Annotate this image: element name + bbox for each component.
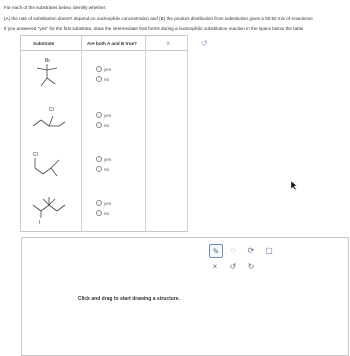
clear-icon[interactable]: × — [212, 261, 218, 271]
radio-no-1[interactable]: no — [96, 74, 111, 84]
radio-no-3[interactable]: no — [96, 164, 111, 174]
substrate-3-structure — [27, 148, 75, 182]
radio-button[interactable] — [96, 76, 102, 82]
radio-button[interactable] — [96, 200, 102, 206]
mouse-cursor-icon — [290, 177, 300, 195]
reset-icon[interactable]: ↺ — [201, 39, 208, 48]
eraser-icon[interactable]: ✎ — [209, 244, 223, 258]
header-divider — [21, 50, 187, 51]
radio-yes-3[interactable]: yes — [96, 154, 111, 164]
lasso-icon[interactable]: ◌ — [230, 245, 236, 255]
radio-button[interactable] — [96, 156, 102, 162]
substrate-3-label: Cl — [33, 152, 38, 158]
substrate-4-structure — [27, 191, 77, 227]
radio-button[interactable] — [96, 210, 102, 216]
substrate-2-structure — [27, 104, 75, 134]
instruction-line-1: For each of the substrates below, identify whether: — [4, 5, 107, 10]
drawing-canvas[interactable] — [21, 237, 349, 356]
radio-yes-1[interactable]: yes — [96, 64, 111, 74]
undo-icon[interactable]: ↺ — [229, 261, 237, 271]
row-1-options — [96, 64, 111, 84]
substrate-4-label: I — [39, 220, 41, 226]
column-divider — [145, 36, 146, 231]
radio-yes-2[interactable]: yes — [96, 110, 111, 120]
radio-button[interactable] — [96, 66, 102, 72]
clear-icon[interactable]: × — [166, 39, 171, 48]
radio-button[interactable] — [96, 166, 102, 172]
column-divider — [81, 36, 82, 231]
instruction-line-3: If you answered "yes" for the first substrate, draw the intermediate that forms during a nucleophilic substitution reaction in the space below the table. — [4, 26, 305, 31]
header-both-true: Are both A and B true? — [87, 41, 137, 46]
canvas-placeholder: Click and drag to start drawing a structure. — [78, 296, 180, 302]
row-3-options — [96, 154, 111, 174]
row-4-options — [96, 198, 111, 218]
radio-no-2[interactable]: no — [96, 120, 111, 130]
substrate-1-label: Br — [45, 58, 50, 64]
substrate-1-structure — [29, 56, 73, 92]
rotate-icon[interactable]: ⟳ — [247, 245, 255, 255]
column-divider — [187, 36, 188, 231]
instruction-line-2: (A) the rate of substitution doesn't depend on nucleophile concentration and (B) the product distribution from substitution gives a 50:50 mix of enantiome — [4, 16, 313, 21]
radio-button[interactable] — [96, 122, 102, 128]
substrate-table — [20, 35, 208, 232]
radio-button[interactable] — [96, 112, 102, 118]
row-2-options — [96, 110, 111, 130]
template-icon[interactable]: ▢ — [265, 245, 273, 255]
substrate-2-label: Cl — [49, 107, 54, 113]
radio-no-4[interactable]: no — [96, 208, 111, 218]
redo-icon[interactable]: ↻ — [247, 261, 255, 271]
header-substrate: Substrate — [33, 41, 55, 46]
radio-yes-4[interactable]: yes — [96, 198, 111, 208]
